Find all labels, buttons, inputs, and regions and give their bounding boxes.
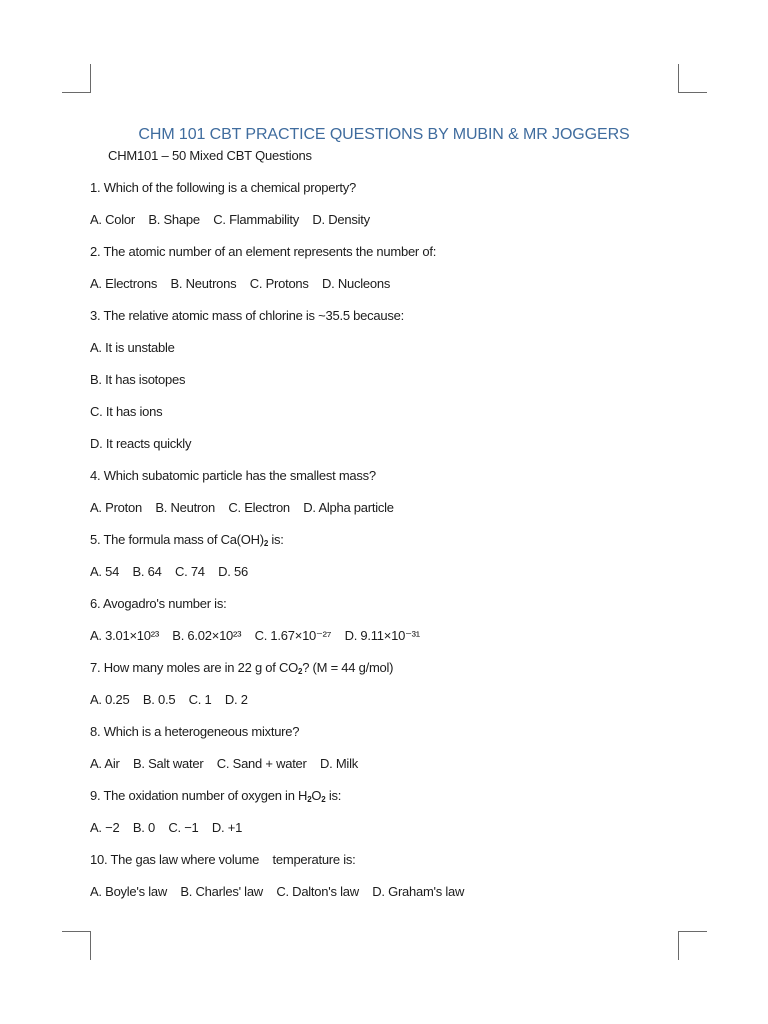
question-10: 10. The gas law where volume temperature is: [90,852,356,867]
option[interactable]: A. Air [90,756,120,771]
option[interactable]: D. It reacts quickly [90,436,192,451]
option[interactable]: C. 1 [188,692,212,707]
question-1: 1. Which of the following is a chemical property? [90,180,356,195]
question-7 [90,658,690,690]
option[interactable]: A. Color [90,212,135,227]
question-1-options [90,210,690,242]
option[interactable]: C. −1 [168,820,199,835]
option[interactable]: D. 2 [224,692,248,707]
subscript: 2 [307,795,312,804]
subscript: 2 [321,795,326,804]
question-text: ? (M = 44 g/mol) [302,660,394,675]
crop-mark-top-right [678,64,707,93]
question-6: 6. Avogadro's number is: [90,596,227,611]
option[interactable]: D. Milk [319,756,358,771]
option[interactable]: C. 74 [174,564,205,579]
question-7-options [90,690,690,722]
option[interactable]: D. 56 [218,564,248,579]
option[interactable]: A. 54 [90,564,120,579]
question-9 [90,786,690,818]
option[interactable]: B. 6.02×10²³ [172,628,242,643]
question-list [90,178,690,914]
question-6-options [90,626,690,658]
question-3: 3. The relative atomic mass of chlorine is ~35.5 because: [90,308,404,323]
document-title: CHM 101 CBT PRACTICE QUESTIONS BY MUBIN & MR JOGGERS [138,126,630,143]
option[interactable]: A. It is unstable [90,340,175,355]
option[interactable]: B. Neutron [155,500,215,515]
question-text: 5. The formula mass of Ca(OH) [90,532,264,547]
crop-mark-bottom-left [62,931,91,960]
option[interactable]: B. Salt water [132,756,204,771]
option[interactable]: A. Boyle's law [90,884,168,899]
option[interactable]: D. Graham's law [372,884,465,899]
question-text: 9. The oxidation number of oxygen in H [90,788,308,803]
option[interactable]: C. Protons [249,276,309,291]
option[interactable]: D. Density [312,212,370,227]
option[interactable]: D. Nucleons [322,276,391,291]
question-text: O [311,788,322,803]
option[interactable]: B. 64 [132,564,162,579]
option[interactable]: B. Neutrons [170,276,237,291]
option[interactable]: B. It has isotopes [90,372,186,387]
question-text: 7. How many moles are in 22 g of CO [90,660,299,675]
subscript: 2 [298,667,303,676]
question-4: 4. Which subatomic particle has the smallest mass? [90,468,376,483]
question-5-options [90,562,690,594]
option[interactable]: C. Sand + water [216,756,307,771]
question-4-options [90,498,690,530]
option[interactable]: B. Charles' law [180,884,263,899]
question-2: 2. The atomic number of an element represents the number of: [90,244,437,259]
crop-mark-top-left [62,64,91,93]
option[interactable]: D. +1 [211,820,243,835]
option[interactable]: D. 9.11×10⁻³¹ [344,628,420,643]
question-text: is: [325,788,342,803]
question-2-options [90,274,690,306]
option[interactable]: A. Proton [90,500,142,515]
question-9-options [90,818,690,850]
option[interactable]: A. −2 [90,820,120,835]
option[interactable]: A. 3.01×10²³ [90,628,159,643]
question-text: is: [268,532,284,547]
question-5 [90,530,690,562]
question-8: 8. Which is a heterogeneous mixture? [90,724,300,739]
option[interactable]: C. Dalton's law [276,884,359,899]
question-10-options [90,882,690,914]
option[interactable]: A. 0.25 [90,692,130,707]
option[interactable]: A. Electrons [90,276,158,291]
crop-mark-bottom-right [678,931,707,960]
document-subtitle: CHM101 – 50 Mixed CBT Questions [108,148,312,163]
subscript: 2 [263,539,269,548]
option[interactable]: C. Flammability [213,212,300,227]
option[interactable]: B. 0 [132,820,155,835]
option[interactable]: B. 0.5 [142,692,176,707]
option[interactable]: D. Alpha particle [303,500,394,515]
question-8-options [90,754,690,786]
option[interactable]: B. Shape [148,212,200,227]
option[interactable]: C. Electron [228,500,290,515]
option[interactable]: C. 1.67×10⁻²⁷ [254,628,332,643]
option[interactable]: C. It has ions [90,404,163,419]
